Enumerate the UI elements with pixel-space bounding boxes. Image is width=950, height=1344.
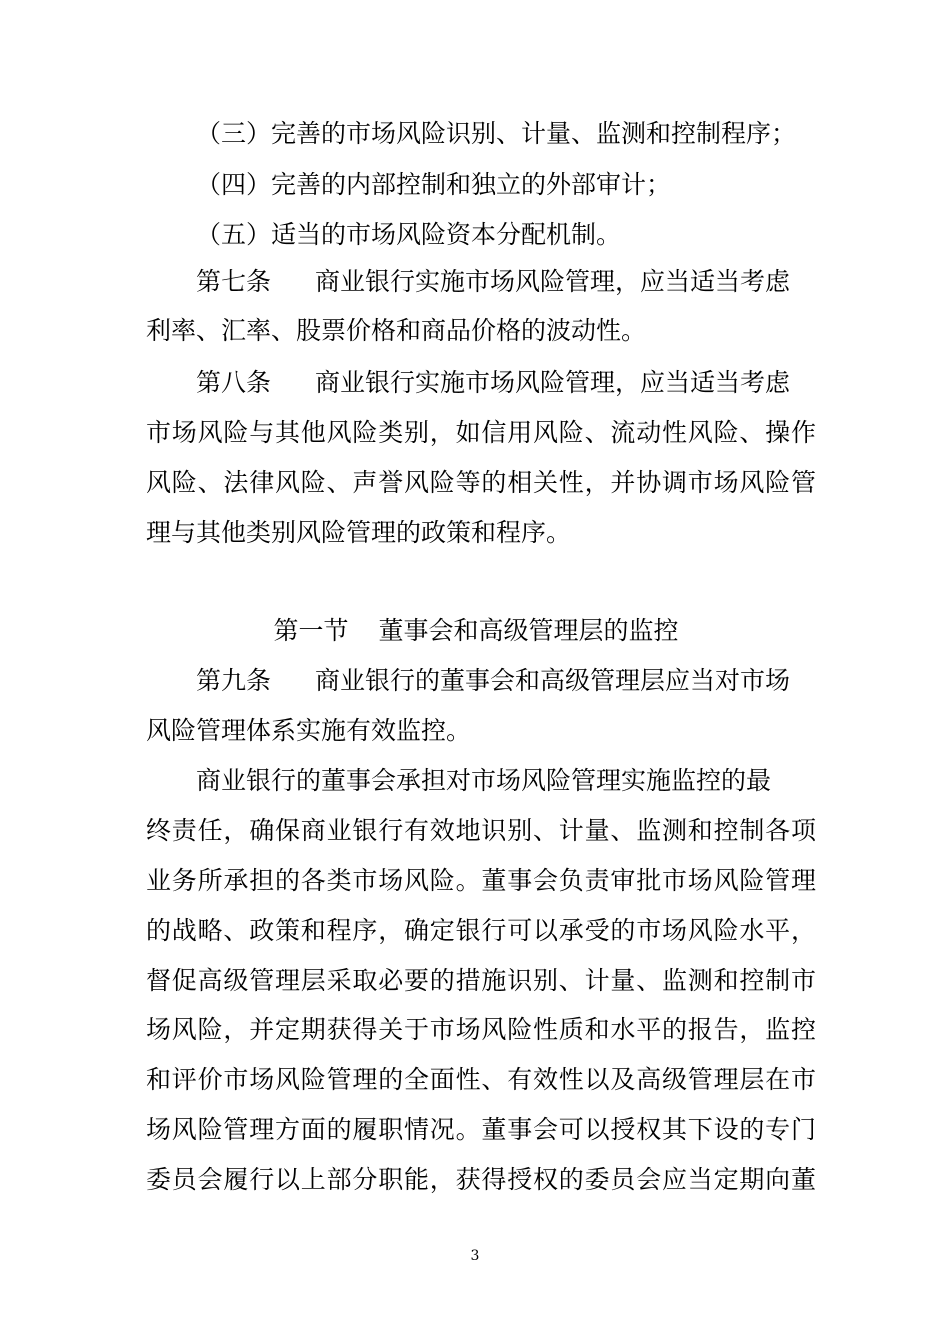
paragraph-line-6: 场风险，并定期获得关于市场风险性质和水平的报告，监控 — [146, 1015, 816, 1044]
paragraph-line-2: 终责任，确保商业银行有效地识别、计量、监测和控制各项 — [146, 816, 816, 845]
article-7-line-2: 利率、汇率、股票价格和商品价格的波动性。 — [146, 316, 647, 345]
article-8-number: 第八条 — [196, 368, 272, 397]
article-7-number: 第七条 — [196, 267, 272, 296]
article-9-number: 第九条 — [196, 666, 272, 695]
paragraph-line-7: 和评价市场风险管理的全面性、有效性以及高级管理层在市 — [146, 1065, 816, 1094]
article-7-line-1: 商业银行实施市场风险管理，应当适当考虑 — [315, 267, 791, 296]
section-heading — [146, 607, 806, 655]
article-8-line-4: 理与其他类别风险管理的政策和程序。 — [146, 518, 572, 547]
paragraph-line-4: 的战略、政策和程序，确定银行可以承受的市场风险水平， — [146, 916, 816, 945]
page-number: 3 — [470, 1248, 480, 1264]
article-8-line-1: 商业银行实施市场风险管理，应当适当考虑 — [315, 368, 791, 397]
article-8-heading-line — [196, 359, 816, 407]
article-7-heading-line — [196, 258, 816, 306]
list-item-3: （三）完善的市场风险识别、计量、监测和控制程序； — [196, 119, 797, 148]
article-9-line-2: 风险管理体系实施有效监控。 — [146, 716, 472, 745]
paragraph-line-8: 场风险管理方面的履职情况。董事会可以授权其下设的专门 — [146, 1115, 816, 1144]
article-8-line-2: 市场风险与其他风险类别，如信用风险、流动性风险、操作 — [146, 418, 816, 447]
list-item-5: （五）适当的市场风险资本分配机制。 — [196, 220, 622, 249]
section-title: 董事会和高级管理层的监控 — [378, 616, 679, 645]
article-9-heading-line — [196, 657, 816, 705]
paragraph-line-3: 业务所承担的各类市场风险。董事会负责审批市场风险管理 — [146, 866, 816, 895]
section-number: 第一节 — [273, 616, 349, 645]
paragraph-line-9: 委员会履行以上部分职能，获得授权的委员会应当定期向董 — [146, 1165, 816, 1194]
article-9-line-1: 商业银行的董事会和高级管理层应当对市场 — [315, 666, 791, 695]
paragraph-line-1: 商业银行的董事会承担对市场风险管理实施监控的最 — [196, 766, 772, 795]
list-item-4: （四）完善的内部控制和独立的外部审计； — [196, 170, 672, 199]
article-8-line-3: 风险、法律风险、声誉风险等的相关性，并协调市场风险管 — [146, 468, 816, 497]
paragraph-line-5: 督促高级管理层采取必要的措施识别、计量、监测和控制市 — [146, 966, 816, 995]
